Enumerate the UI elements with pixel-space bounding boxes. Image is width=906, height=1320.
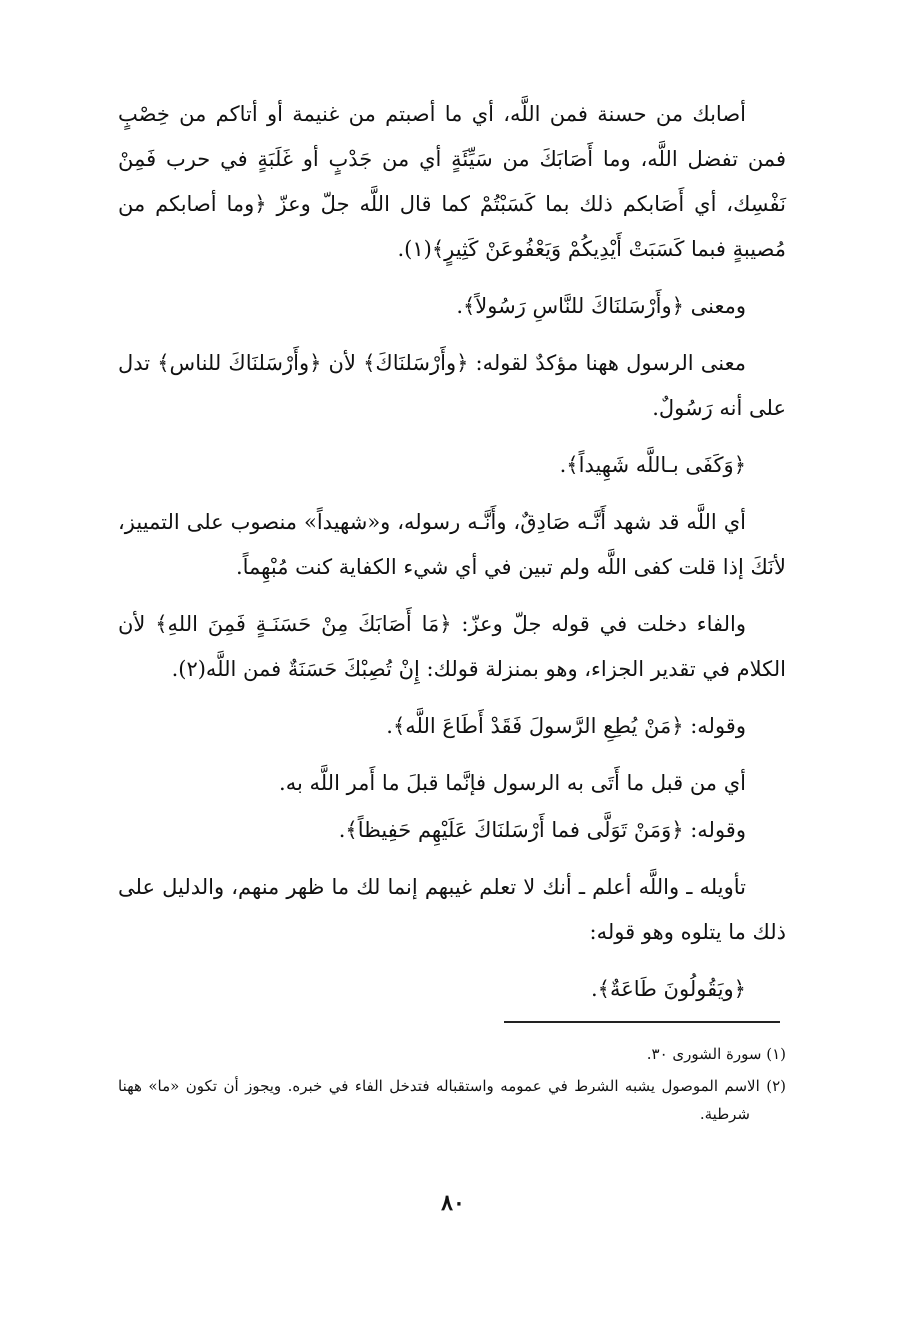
paragraph-10: تأويله ـ واللَّه أعلم ـ أنك لا تعلم غيبهم إنما لك ما ظهر منهم، والدليل على ذلك ما يتلوه وهو قوله:	[118, 875, 786, 944]
paragraph-5: أي اللَّه قد شهد أَنَّـه صَادِقٌ، وأَنَّـه رسوله، و«شهيداً» منصوب على التمييز، لأنَكَ إذا قلت كفى اللَّه ولم تبين في أي شيء الكفاية كنت مُبْهِماً.	[118, 510, 786, 579]
paragraph-1: أصابك من حسنة فمن اللَّه، أي ما أصبتم من غنيمة أو أتاكم من خِصْبٍ فمن تفضل اللَّه، وما أَصَابَكَ من سَيِّئَةٍ أي من جَدْبٍ أو غَلَبَةٍ في حرب فَمِنْ نَفْسِك، أي أَصَابكم ذلك بما كَسَبْتُمْ كما قال اللَّه جلّ وعزّ ﴿وما أصابكم من مُصيبةٍ فبما كَسَبَتْ أَيْدِيكُمْ وَيَعْفُوعَنْ كَثِيرٍ﴾(١).	[118, 102, 786, 261]
paragraph-3: معنى الرسول ههنا مؤكدٌ لقوله: ﴿وأَرْسَلنَاكَ﴾ لأن ﴿وأَرْسَلنَاكَ للناس﴾ تدل على أنه رَسُولٌ.	[118, 351, 786, 420]
paragraph-4: ﴿وَكَفَى بـاللَّه شَهِيداً﴾.	[559, 453, 746, 477]
paragraph-2: ومعنى ﴿وأَرْسَلنَاكَ للنَّاسِ رَسُولاً﴾.	[456, 294, 746, 318]
footnote-2: (٢) الاسم الموصول يشبه الشرط في عمومه واستقباله فتدخل الفاء في خبره. ويجوز أن تكون «ما» ههنا شرطية.	[118, 1077, 786, 1123]
page-number: ٨٠	[441, 1190, 465, 1216]
paragraph-9: وقوله: ﴿وَمَنْ تَوَلَّى فما أَرْسَلنَاكَ عَلَيْهِم حَفِيظاً﴾.	[338, 818, 746, 842]
paragraph-8: أي من قبل ما أَتَى به الرسول فإنَّما قبلَ ما أَمر اللَّه به.	[279, 771, 746, 795]
main-text	[118, 92, 786, 1024]
paragraph-11: ﴿ويَقُولُونَ طَاعَةٌ﴾.	[591, 977, 746, 1001]
paragraph-6: والفاء دخلت في قوله جلّ وعزّ: ﴿مَا أَصَابَكَ مِنْ حَسَنَـةٍ فَمِنَ اللهِ﴾ لأن الكلام في تقدير الجزاء، وهو بمنزلة قولك: إِنْ تُصِبْكَ حَسَنَةٌ فمن اللَّه(٢).	[118, 612, 786, 681]
paragraph-7: وقوله: ﴿مَنْ يُطِعِ الرَّسولَ فَقَدْ أَطَاعَ اللَّه﴾.	[386, 714, 746, 738]
footnotes	[118, 1040, 786, 1132]
footnote-divider	[504, 1021, 780, 1023]
footnote-1: (١) سورة الشورى ٣٠.	[646, 1045, 786, 1063]
